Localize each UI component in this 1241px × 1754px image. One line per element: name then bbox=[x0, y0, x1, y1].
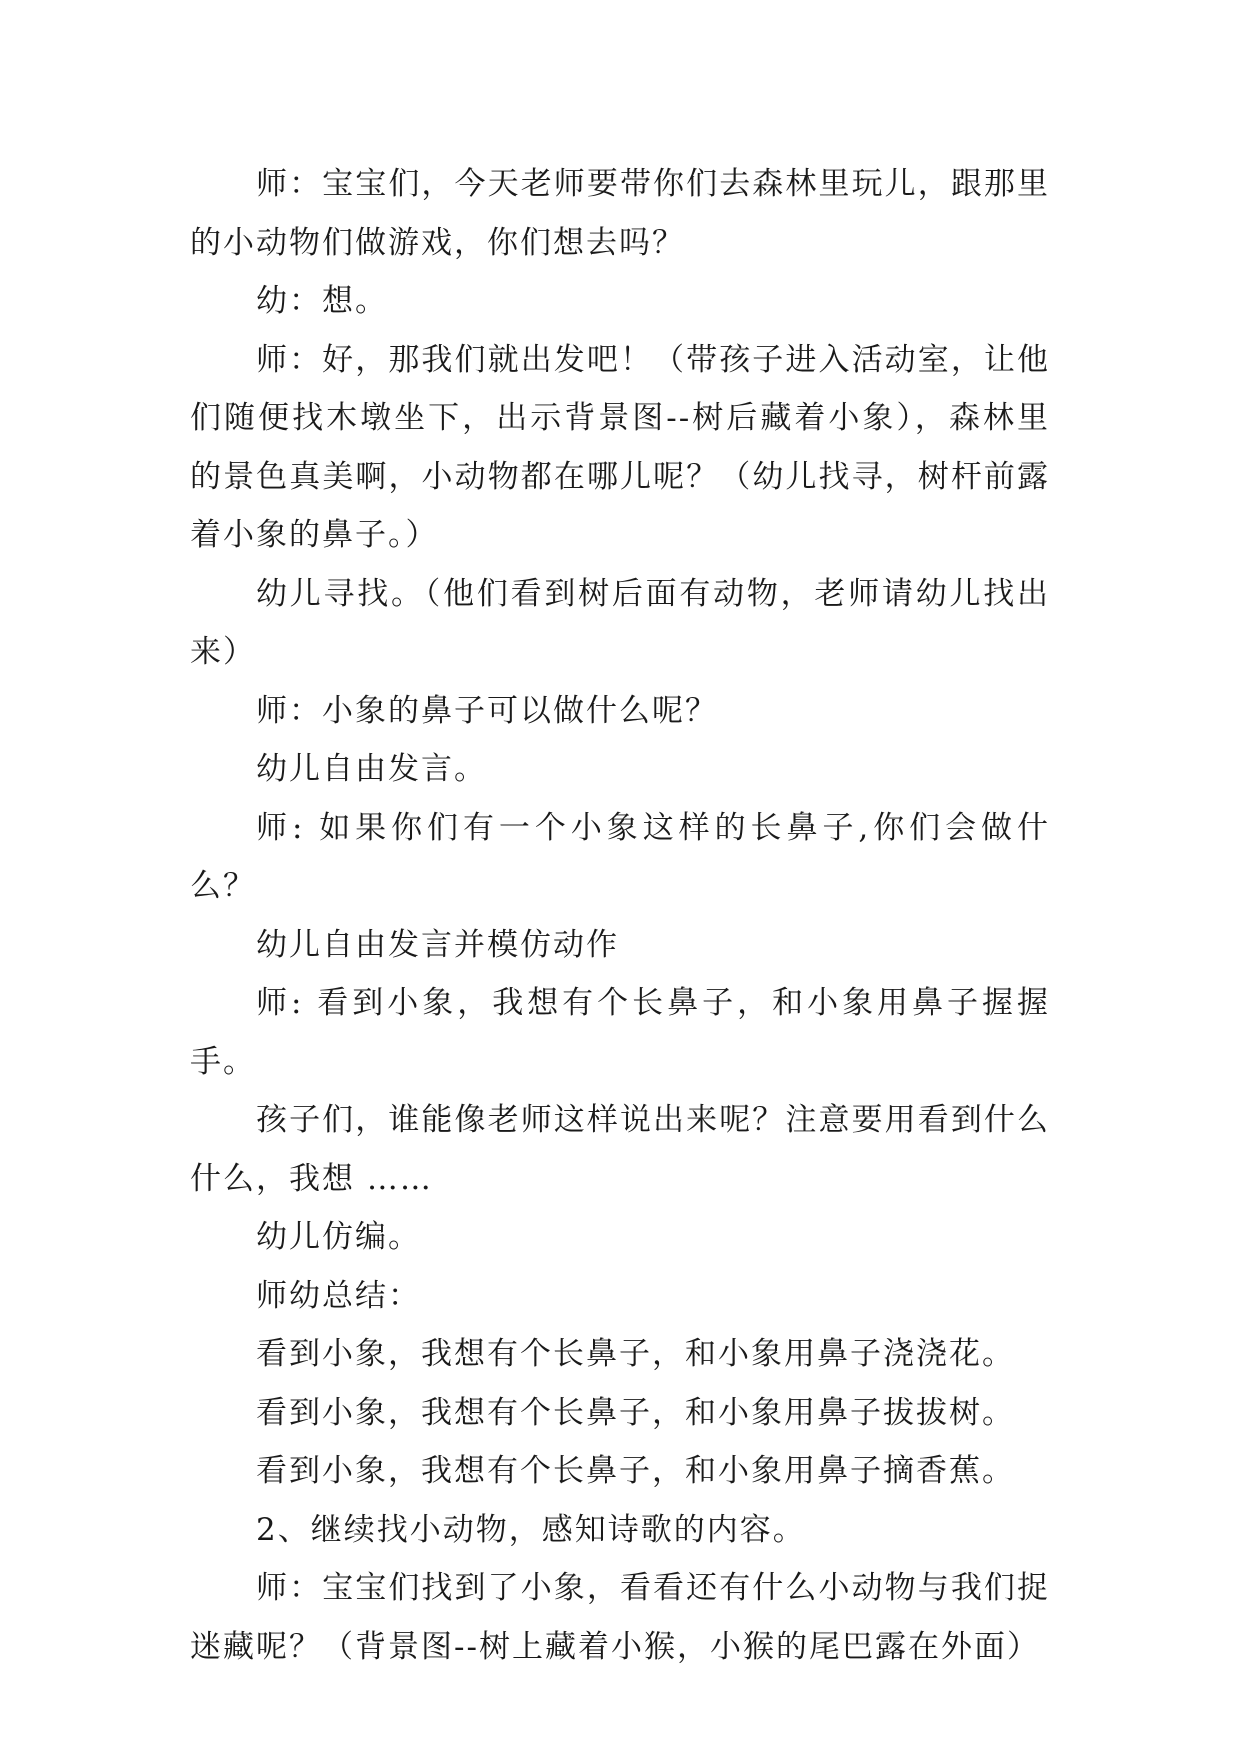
paragraph: 幼儿寻找。（他们看到树后面有动物，老师请幼儿找出来） bbox=[190, 575, 1050, 670]
paragraph: 师幼总结： bbox=[256, 1277, 421, 1314]
paragraph: 看到小象，我想有个长鼻子，和小象用鼻子浇浇花。 bbox=[256, 1336, 1015, 1372]
document-body bbox=[190, 155, 1050, 1676]
paragraph: 幼儿自由发言。 bbox=[256, 751, 487, 787]
paragraph: 看到小象，我想有个长鼻子，和小象用鼻子拔拔树。 bbox=[256, 1394, 1015, 1431]
paragraph: 幼：想。 bbox=[256, 283, 388, 319]
paragraph: 师：宝宝们，今天老师要带你们去森林里玩儿，跟那里的小动物们做游戏，你们想去吗？ bbox=[190, 166, 1050, 261]
paragraph: 2、继续找小动物，感知诗歌的内容。 bbox=[256, 1511, 806, 1548]
paragraph: 师：好，那我们就出发吧！（带孩子进入活动室，让他们随便找木墩坐下，出示背景图--树后藏着小象），森林里的景色真美啊，小动物都在哪儿呢？（幼儿找寻，树杆前露着小象的鼻子。） bbox=[190, 341, 1050, 553]
paragraph: 师: 看到小象，我想有个长鼻子，和小象用鼻子握握手。 bbox=[190, 985, 1050, 1080]
paragraph: 看到小象，我想有个长鼻子，和小象用鼻子摘香蕉。 bbox=[256, 1453, 1015, 1489]
paragraph: 孩子们，谁能像老师这样说出来呢？注意要用看到什么什么，我想 …… bbox=[190, 1102, 1050, 1197]
paragraph: 师：宝宝们找到了小象，看看还有什么小动物与我们捉迷藏呢？（背景图--树上藏着小猴，小猴的尾巴露在外面） bbox=[190, 1570, 1050, 1665]
paragraph: 幼儿自由发言并模仿动作 bbox=[256, 926, 619, 963]
paragraph: 师：小象的鼻子可以做什么呢？ bbox=[256, 692, 718, 729]
paragraph: 幼儿仿编。 bbox=[256, 1219, 421, 1255]
paragraph: 师: 如果你们有一个小象这样的长鼻子,你们会做什么？ bbox=[190, 809, 1050, 904]
